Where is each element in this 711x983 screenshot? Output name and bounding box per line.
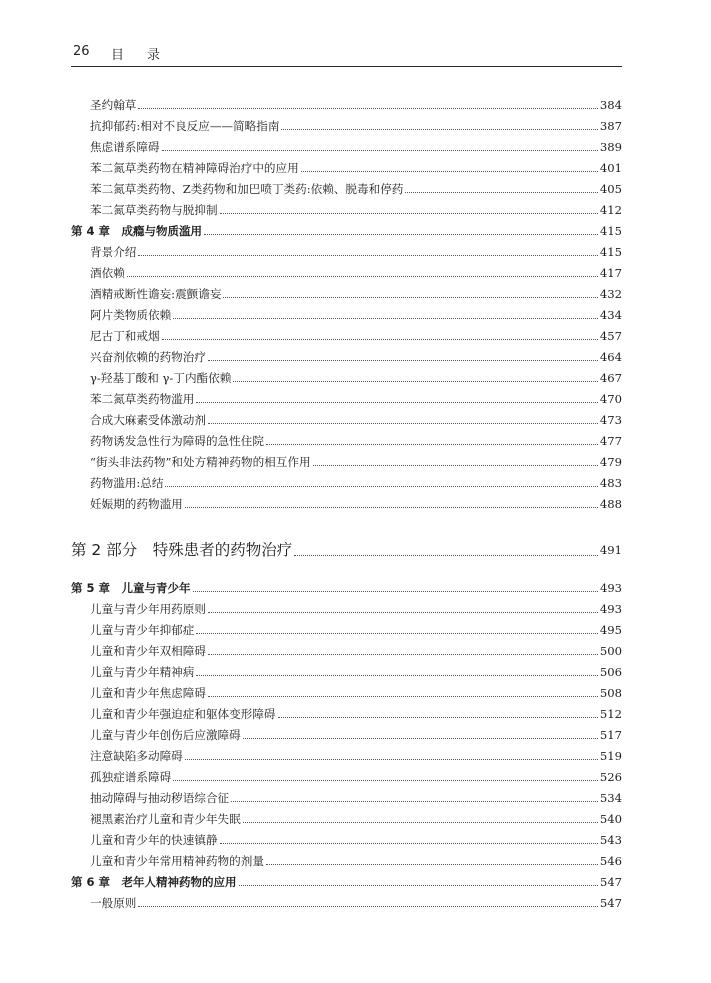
toc-entry-label: 儿童和青少年的快速镇静 [90, 833, 218, 847]
toc-entry[interactable] [71, 784, 622, 805]
toc-entry-page: 491 [599, 543, 622, 557]
toc-entry[interactable] [71, 721, 622, 742]
dot-leader [220, 212, 598, 214]
toc-entry-page: 483 [599, 476, 622, 490]
toc-entry[interactable] [71, 154, 622, 175]
toc-entry-label: 儿童和青少年常用精神药物的剂量 [90, 854, 264, 868]
toc-entry-page: 519 [599, 749, 622, 763]
toc-entry-label: 儿童和青少年双相障碍 [90, 644, 206, 658]
dot-leader [233, 380, 598, 382]
toc-entry-label: 背景介绍 [90, 245, 137, 259]
dot-leader [231, 800, 598, 802]
dot-leader [313, 464, 598, 466]
toc-entry-label: 第 6 章 老年人精神药物的应用 [71, 875, 237, 889]
page-number: 26 [73, 44, 90, 59]
toc-entry-label: 圣约翰草 [90, 98, 137, 112]
toc-entry-label: 妊娠期的药物滥用 [90, 497, 183, 511]
dot-leader [294, 554, 598, 556]
toc-entry-page: 417 [599, 266, 622, 280]
dot-leader [405, 191, 597, 193]
toc-entry[interactable] [71, 637, 622, 658]
toc-entry-label: 兴奋剂依赖的药物治疗 [90, 350, 206, 364]
dot-leader [278, 716, 598, 718]
toc-entry[interactable] [71, 91, 622, 112]
toc-entry-label: 儿童与青少年用药原则 [90, 602, 206, 616]
toc-entry-label: 注意缺陷多动障碍 [90, 749, 183, 763]
toc-entry-label: 药物滥用:总结 [90, 476, 164, 490]
toc-entry[interactable] [71, 805, 622, 826]
toc-entry-label: 孤独症谱系障碍 [90, 770, 172, 784]
toc-entry-page: 387 [599, 119, 622, 133]
toc-entry-page: 405 [599, 182, 622, 196]
toc-entry-page: 457 [599, 329, 622, 343]
toc-entry-label: 一般原则 [90, 896, 137, 910]
toc-entry-page: 432 [599, 287, 622, 301]
toc-entry-label: “街头非法药物”和处方精神药物的相互作用 [90, 455, 311, 469]
toc-entry[interactable] [71, 133, 622, 154]
dot-leader [138, 107, 597, 109]
toc-entry-page: 547 [600, 875, 622, 889]
toc-entry[interactable] [71, 679, 622, 700]
toc-entry[interactable] [71, 196, 622, 217]
toc-entry-label: 焦虑谱系障碍 [90, 140, 160, 154]
toc-part-heading[interactable] [71, 533, 622, 559]
toc-entry-label: 第 2 部分 特殊患者的药物治疗 [71, 541, 293, 559]
toc-entry-page: 477 [599, 434, 622, 448]
toc-entry-label: 苯二氮草类药物与脱抑制 [90, 203, 218, 217]
toc-entry-page: 434 [599, 308, 622, 322]
toc-entry-page: 493 [600, 581, 622, 595]
toc-entry-page: 412 [599, 203, 622, 217]
toc-entry-label: 阿片类物质依赖 [90, 308, 172, 322]
toc-entry-label: 儿童与青少年创伤后应激障碍 [90, 728, 241, 742]
toc-entry-page: 546 [599, 854, 622, 868]
toc-entry-label: 苯二氮草类药物滥用 [90, 392, 195, 406]
dot-leader [185, 506, 598, 508]
toc-entry-label: 酒精戒断性谵妄:震颤谵妄 [90, 287, 222, 301]
dot-leader [162, 338, 598, 340]
toc-entry-page: 415 [599, 245, 622, 259]
toc-entry-label: 合成大麻素受体激动剂 [90, 413, 206, 427]
dot-leader [185, 758, 598, 760]
dot-leader [220, 842, 598, 844]
toc-entry-label: 儿童和青少年焦虑障碍 [90, 686, 206, 700]
dot-leader [243, 737, 598, 739]
toc-entry[interactable] [71, 616, 622, 637]
dot-leader [208, 359, 598, 361]
toc-entry-page: 493 [599, 602, 622, 616]
dot-leader [208, 653, 598, 655]
toc-entry-page: 526 [599, 770, 622, 784]
toc-entry-page: 495 [599, 623, 622, 637]
toc-entry[interactable] [71, 280, 622, 301]
toc-entry-page: 534 [599, 791, 622, 805]
toc-entry-page: 543 [599, 833, 622, 847]
toc-entry-label: 抽动障碍与抽动秽语综合征 [90, 791, 230, 805]
toc-entry-label: 儿童与青少年抑郁症 [90, 623, 195, 637]
toc-entry-label: 儿童与青少年精神病 [90, 665, 195, 679]
toc-entry-label: 酒依赖 [90, 266, 125, 280]
toc-chapter-heading[interactable] [71, 574, 622, 595]
toc-entry-page: 540 [599, 812, 622, 826]
toc-entry-page: 547 [599, 896, 622, 910]
toc-entry-label: 尼古丁和戒烟 [90, 329, 160, 343]
toc-entry-label: 药物诱发急性行为障碍的急性住院 [90, 434, 264, 448]
toc-chapter-heading[interactable] [71, 868, 622, 889]
dot-leader [204, 233, 598, 235]
toc-entry[interactable] [71, 847, 622, 868]
dot-leader [208, 695, 598, 697]
dot-leader [243, 821, 598, 823]
toc-entry-page: 389 [599, 140, 622, 154]
header-title-char-2: 录 [147, 48, 161, 63]
toc-entry-page: 512 [599, 707, 622, 721]
dot-leader [266, 443, 598, 445]
toc-entry[interactable] [71, 427, 622, 448]
header-title-char-1: 目 [111, 48, 125, 63]
dot-leader [281, 128, 597, 130]
dot-leader [138, 905, 597, 907]
toc-entry-page: 479 [599, 455, 622, 469]
toc-entry[interactable] [71, 490, 622, 511]
dot-leader [138, 254, 597, 256]
toc-entry[interactable] [71, 406, 622, 427]
dot-leader [196, 674, 598, 676]
dot-leader [266, 863, 598, 865]
toc-entry-page: 464 [599, 350, 622, 364]
toc-entry-label: 儿童和青少年强迫症和躯体变形障碍 [90, 707, 276, 721]
toc-entry[interactable] [71, 658, 622, 679]
toc-entry-page: 488 [599, 497, 622, 511]
toc-entry[interactable] [71, 259, 622, 280]
toc-entry-label: 第 4 章 成瘾与物质滥用 [71, 224, 203, 238]
toc-entry-page: 500 [599, 644, 622, 658]
toc-entry-page: 415 [600, 224, 622, 238]
toc-entry[interactable] [71, 469, 622, 490]
toc-entry-page: 508 [599, 686, 622, 700]
toc-entry[interactable] [71, 763, 622, 784]
toc-entry[interactable] [71, 343, 622, 364]
toc-entry-label: 第 5 章 儿童与青少年 [71, 581, 191, 595]
dot-leader [173, 317, 598, 319]
toc-entry-label: 抗抑郁药:相对不良反应——简略指南 [90, 119, 280, 133]
dot-leader [127, 275, 598, 277]
dot-leader [239, 884, 599, 886]
toc-entry-page: 473 [599, 413, 622, 427]
toc-entry-page: 517 [599, 728, 622, 742]
toc-entry-page: 401 [599, 161, 622, 175]
toc-entry[interactable] [71, 175, 622, 196]
toc-entry[interactable] [71, 595, 622, 616]
toc-entry[interactable] [71, 742, 622, 763]
toc-entry-label: 苯二氮草类药物在精神障碍治疗中的应用 [90, 161, 299, 175]
toc-entry[interactable] [71, 889, 622, 910]
toc-entry-page: 506 [599, 665, 622, 679]
toc-entry[interactable] [71, 322, 622, 343]
dot-leader [223, 296, 597, 298]
dot-leader [193, 590, 599, 592]
toc-entry[interactable] [71, 112, 622, 133]
dot-leader [162, 149, 598, 151]
toc-entry[interactable] [71, 364, 622, 385]
toc-entry[interactable] [71, 700, 622, 721]
toc-entry-label: γ-羟基丁酸和 γ-丁内酯依赖 [90, 371, 232, 385]
dot-leader [196, 632, 598, 634]
toc-entry-label: 褪黑素治疗儿童和青少年失眠 [90, 812, 241, 826]
toc-entry-page: 384 [599, 98, 622, 112]
toc-entry[interactable] [71, 238, 622, 259]
page-header [71, 44, 622, 67]
toc-entry[interactable] [71, 301, 622, 322]
dot-leader [208, 611, 598, 613]
toc-entry-label: 苯二氮草类药物、Z类药物和加巴喷丁类药:依赖、脱毒和停药 [90, 182, 404, 196]
toc-entry-page: 467 [599, 371, 622, 385]
toc-entry-page: 470 [599, 392, 622, 406]
dot-leader [173, 779, 598, 781]
dot-leader [301, 170, 598, 172]
dot-leader [208, 422, 598, 424]
toc-chapter-heading[interactable] [71, 217, 622, 238]
toc-entry[interactable] [71, 826, 622, 847]
toc-entry[interactable] [71, 448, 622, 469]
dot-leader [165, 485, 597, 487]
toc-entry[interactable] [71, 385, 622, 406]
dot-leader [196, 401, 598, 403]
